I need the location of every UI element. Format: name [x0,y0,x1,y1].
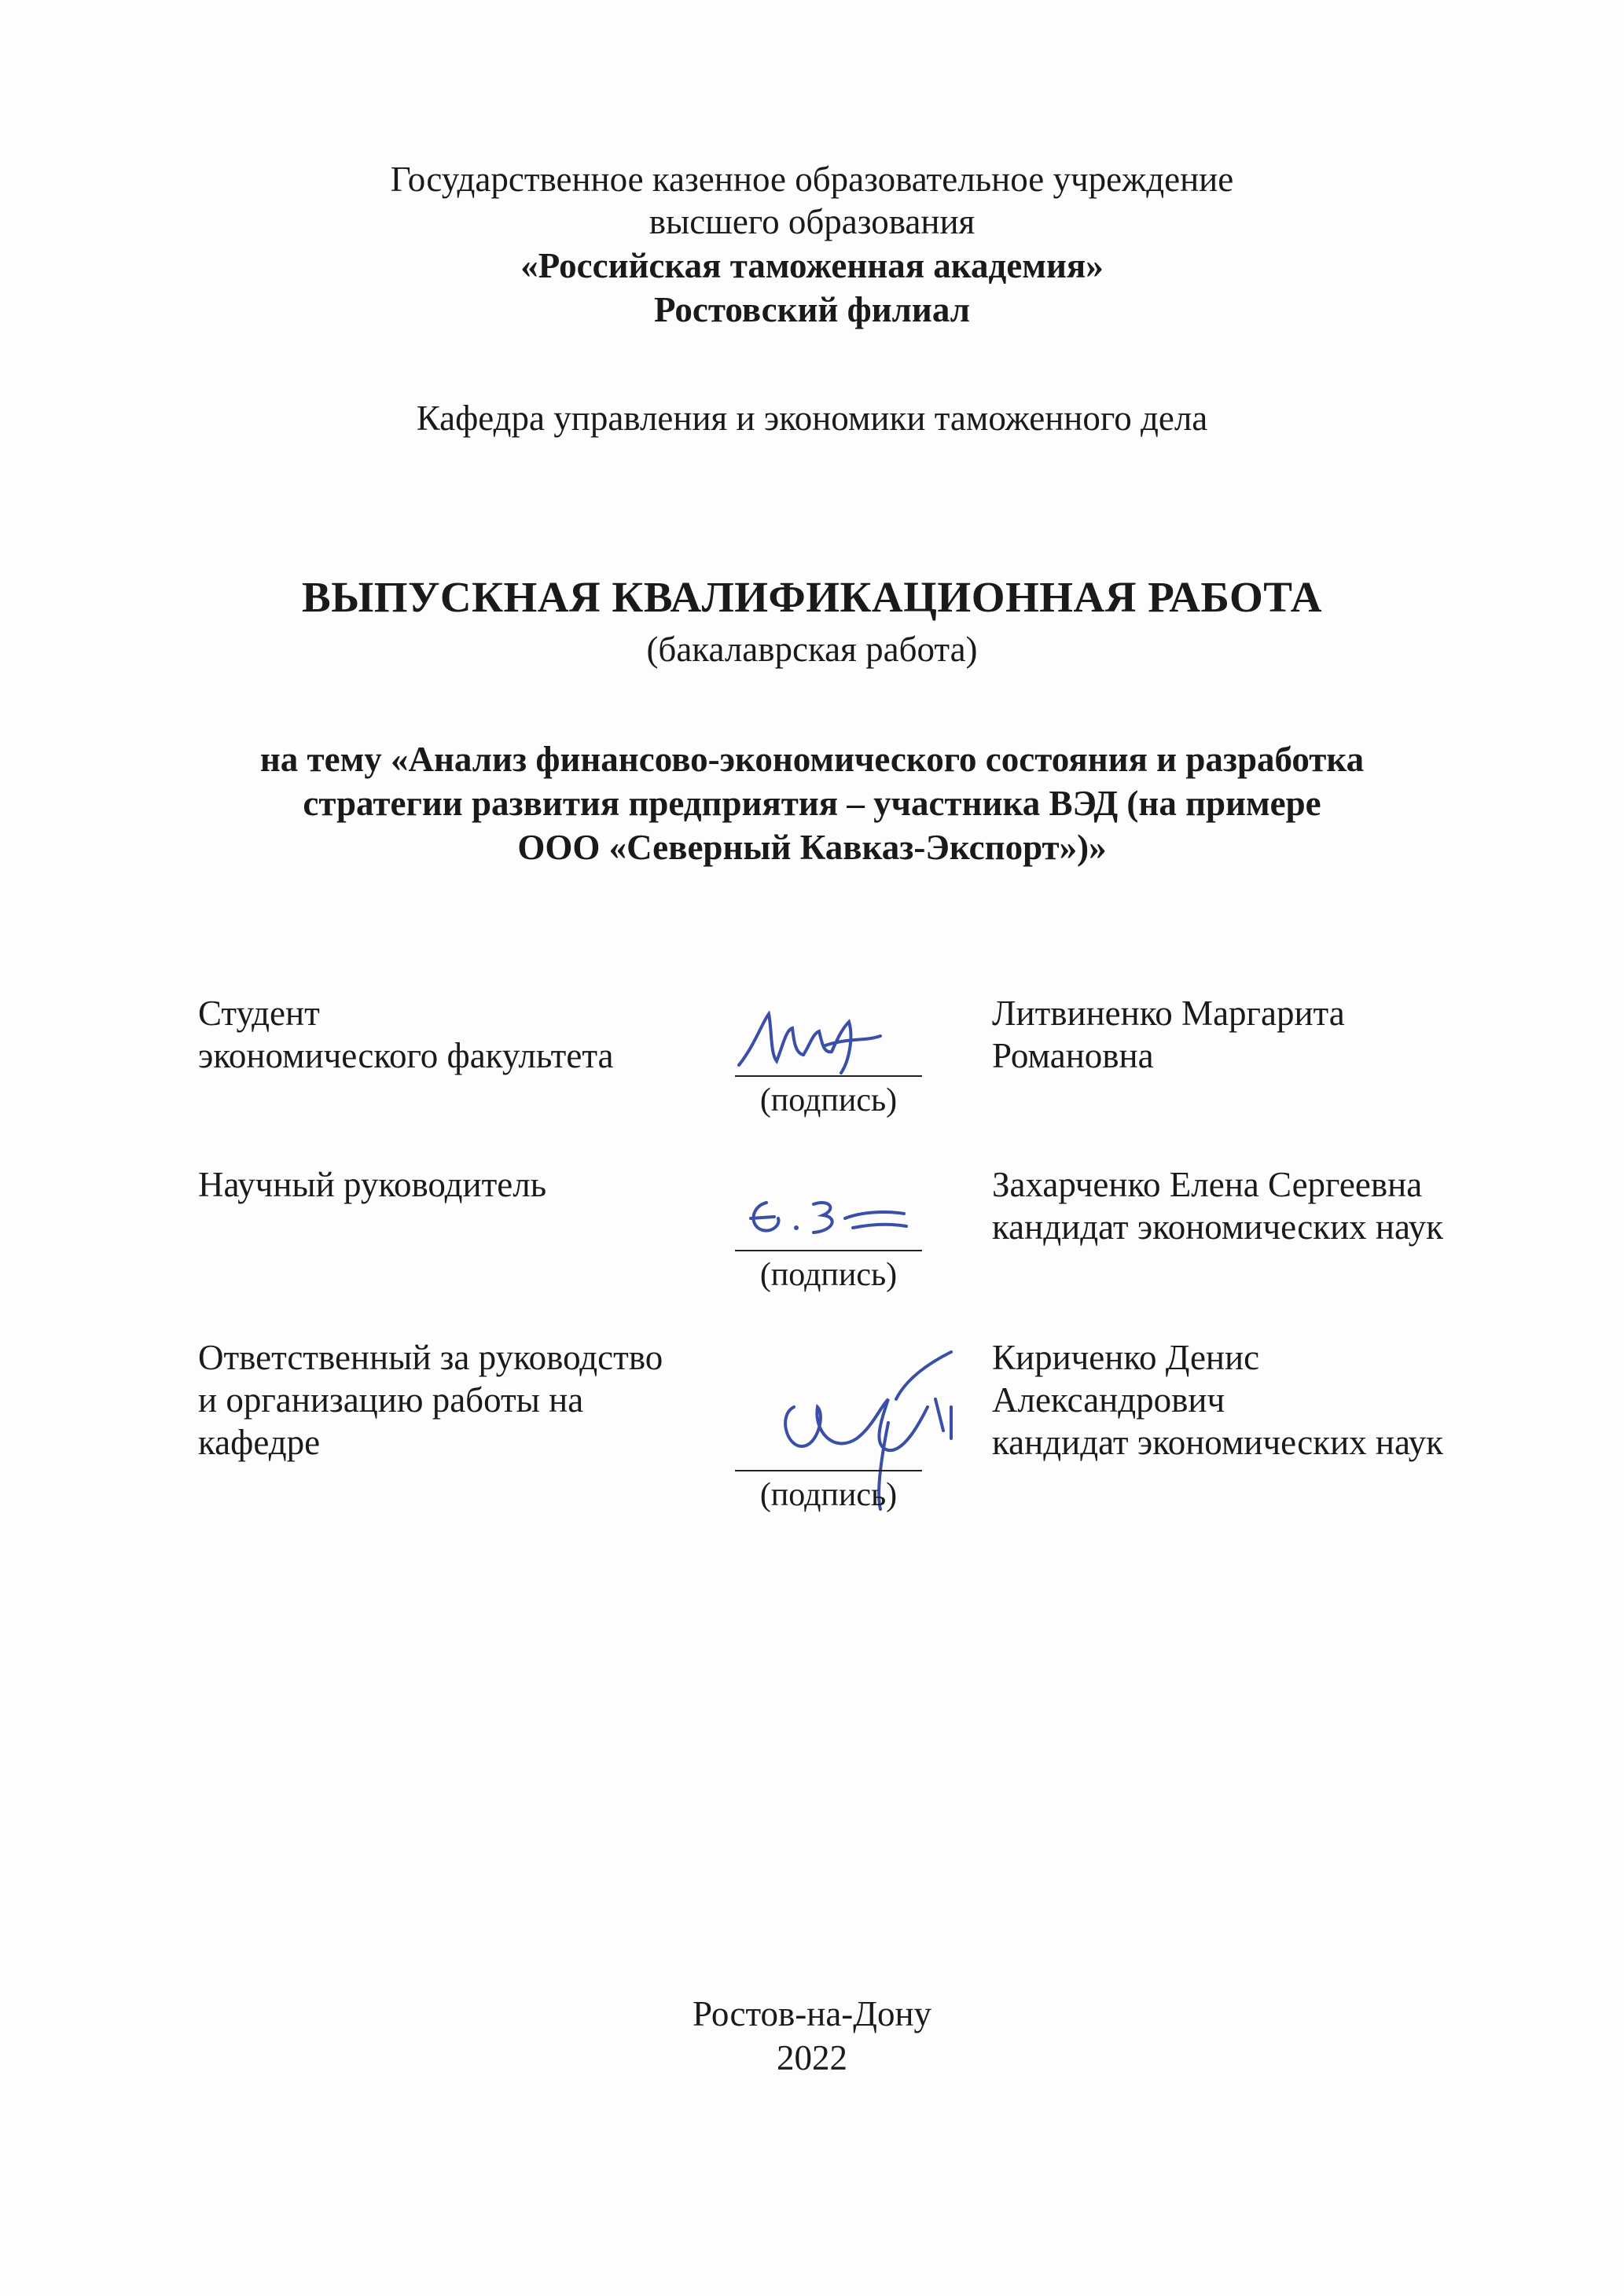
signature-line [735,1470,922,1471]
theme-line-2: стратегии развития предприятия – участника ВЭД (на примере [303,784,1321,823]
academy-name: «Российская таможенная академия» [520,246,1104,285]
theme-line-1: на тему «Анализ финансово-экономического состояния и разработка [259,740,1365,779]
person-line: Кириченко Денис [992,1338,1260,1377]
person-line: Романовна [992,1036,1154,1075]
city: Ростов-на-Дону [692,1994,932,2033]
signature-caption: (подпись) [759,1257,898,1293]
signature-caption: (подпись) [759,1477,898,1513]
supervisor-signature [735,1187,916,1250]
year: 2022 [777,2038,847,2077]
signature-caption: (подпись) [759,1082,898,1119]
role-line: Ответственный за руководство [198,1338,663,1377]
supervisor-role [198,1163,546,1206]
document-title: ВЫПУСКНАЯ КВАЛИФИКАЦИОННАЯ РАБОТА [302,573,1322,621]
role-line: кафедре [198,1423,321,1462]
document-subtitle: (бакалаврская работа) [646,630,978,669]
person-line: кандидат экономических наук [992,1423,1444,1462]
student-role [198,992,614,1077]
supervisor-name [992,1163,1443,1248]
responsible-role [198,1336,663,1464]
role-line: экономического факультета [198,1036,614,1075]
person-line: кандидат экономических наук [992,1207,1444,1247]
role-line: Научный руководитель [198,1165,547,1204]
theme-line-3: ООО «Северный Кавказ-Экспорт»)» [517,828,1107,867]
education-level: высшего образования [648,202,976,241]
role-line: Студент [198,994,320,1033]
person-line: Александрович [992,1380,1225,1420]
responsible-name [992,1336,1443,1464]
signature-line [735,1075,922,1077]
person-line: Литвиненко Маргарита [992,994,1345,1033]
department-name: Кафедра управления и экономики таможенного дела [416,399,1208,438]
signature-line [735,1250,922,1251]
institution-type: Государственное казенное образовательное учреждение [390,160,1234,199]
student-name [992,992,1345,1077]
role-line: и организацию работы на [198,1380,584,1420]
branch-name: Ростовский филиал [654,290,970,329]
student-signature [731,998,904,1077]
person-line: Захарченко Елена Сергеевна [992,1165,1423,1204]
